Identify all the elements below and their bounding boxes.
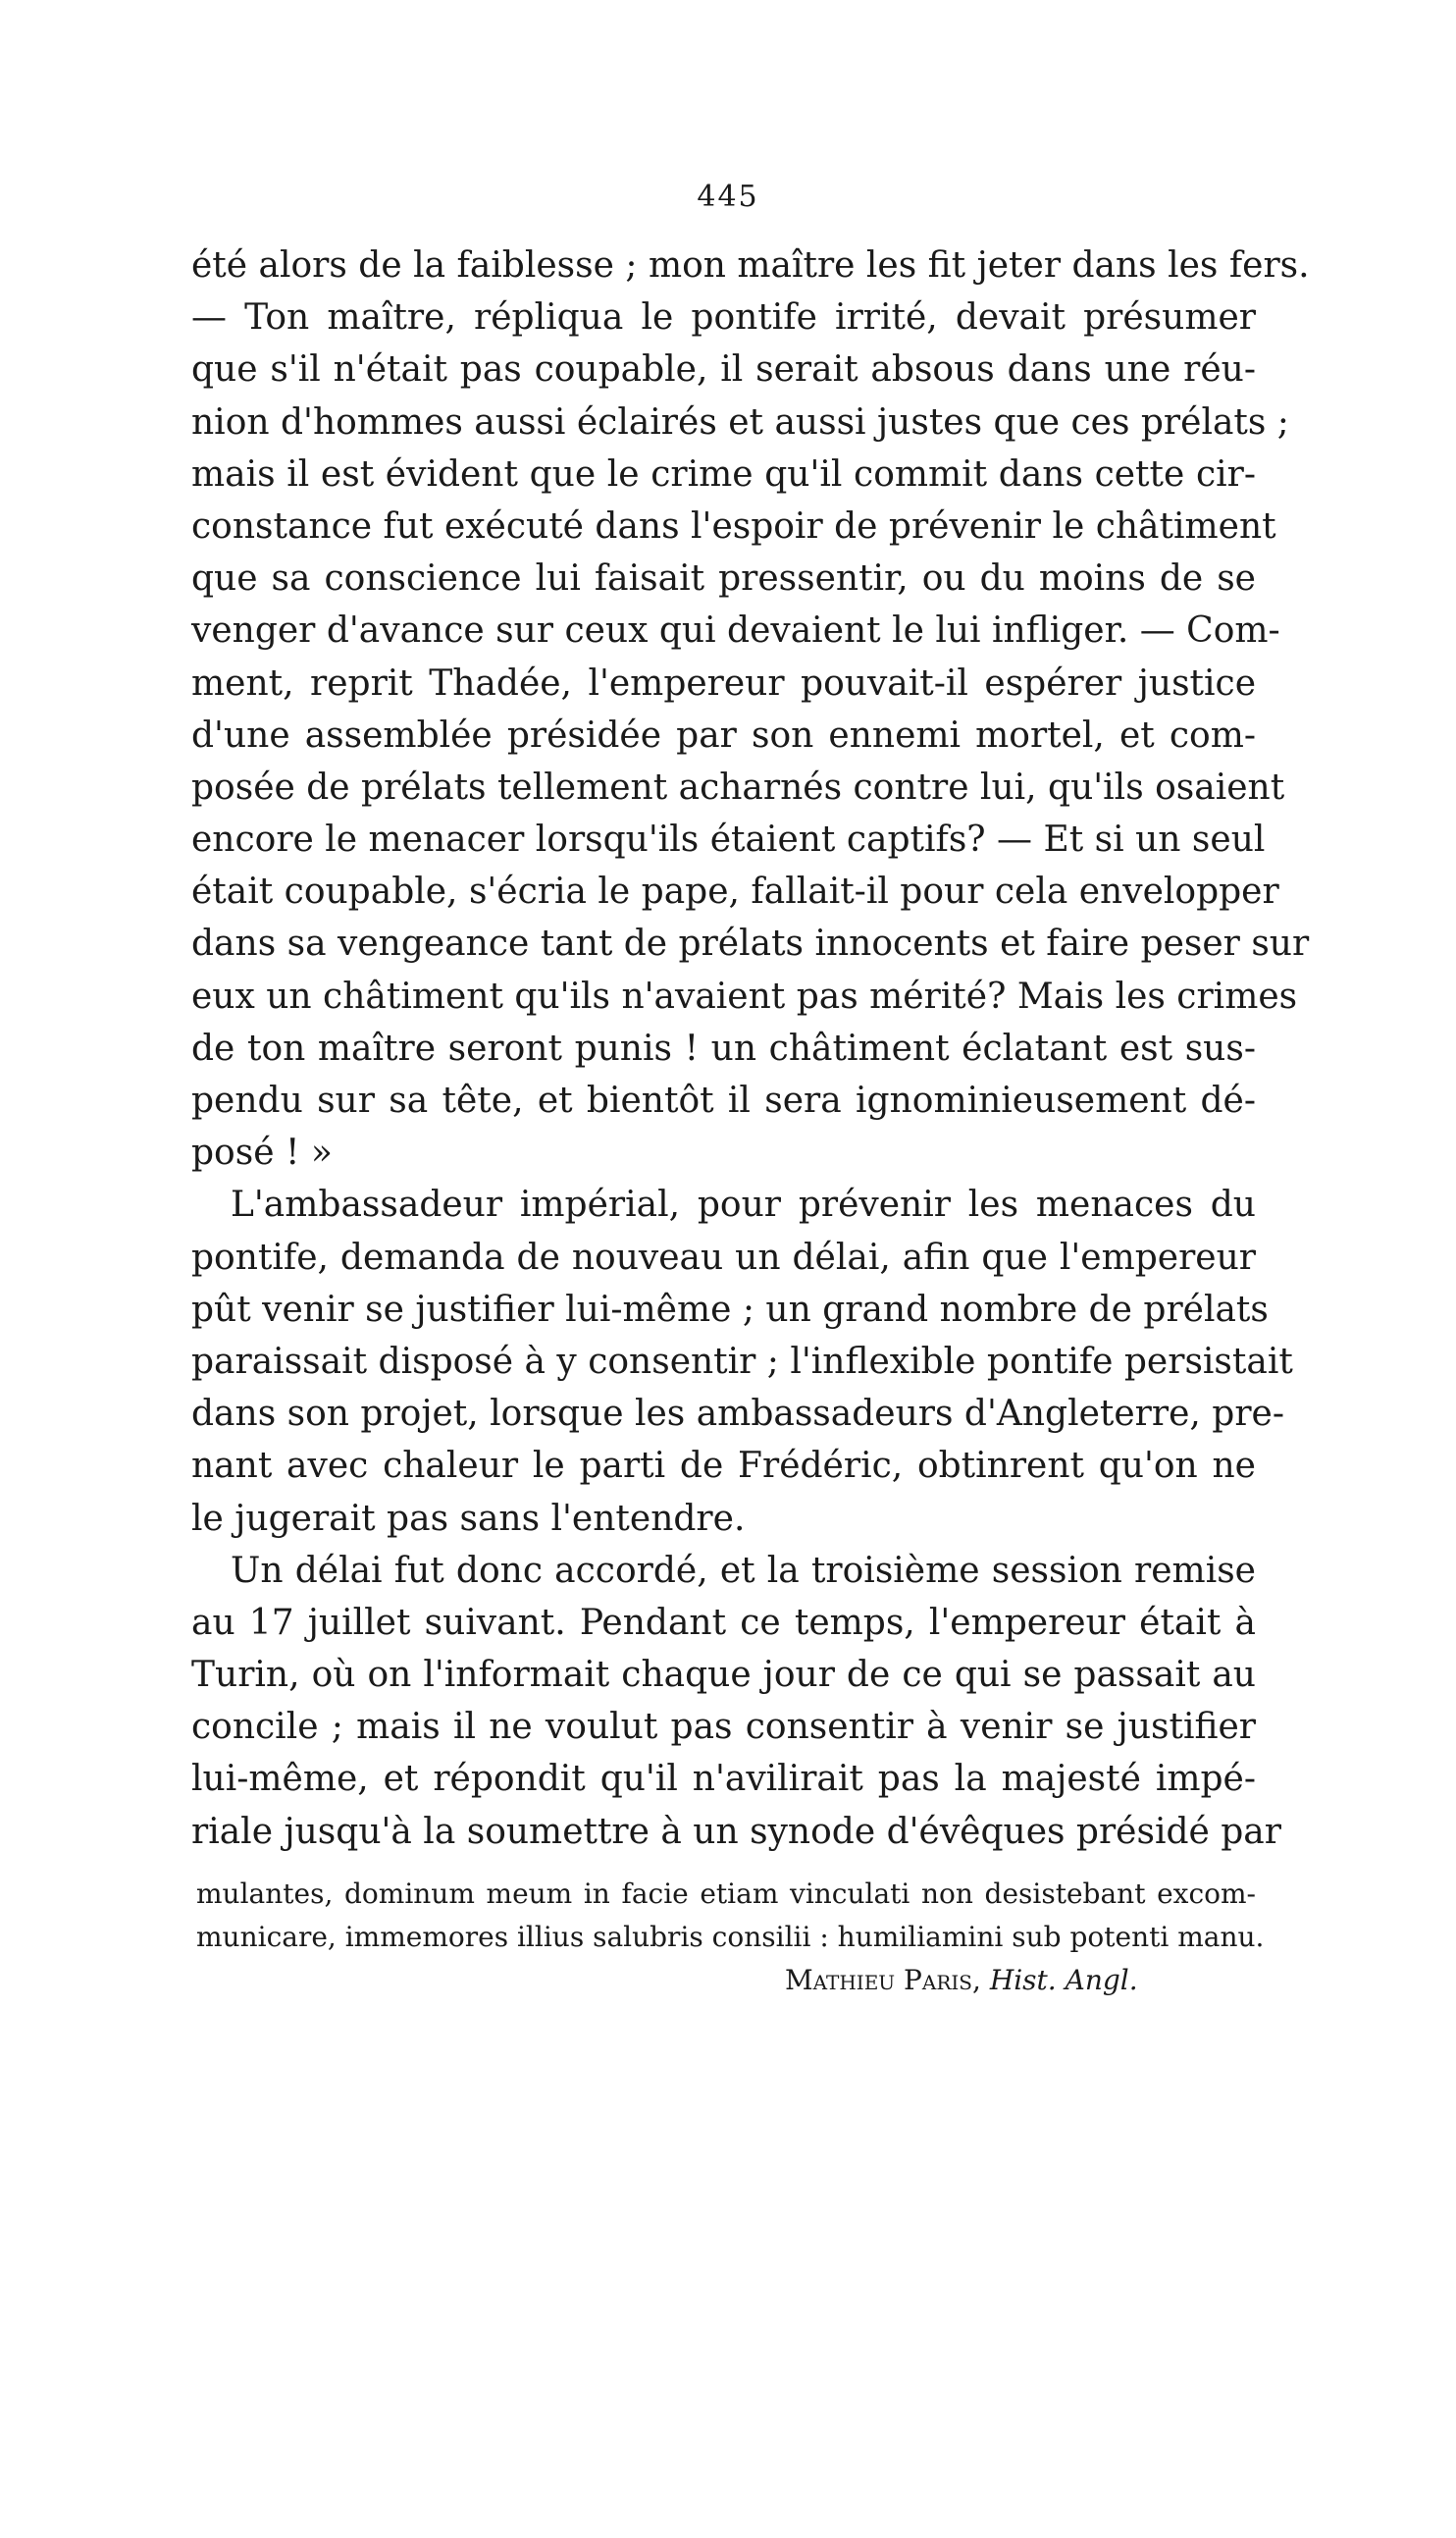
text-line: que s'il n'était pas coupable, il serait absous dans une réu- bbox=[191, 349, 1256, 391]
footnote-source bbox=[196, 1959, 1256, 2002]
main-text bbox=[191, 239, 1310, 1858]
text-line: L'ambassadeur impérial, pour prévenir les menaces du bbox=[231, 1185, 1256, 1226]
text-line: ment, reprit Thadée, l'empereur pouvait-il espérer justice bbox=[191, 662, 1256, 704]
text-line: nant avec chaleur le parti de Frédéric, obtinrent qu'on ne bbox=[191, 1446, 1256, 1487]
text-line: posé ! » bbox=[191, 1133, 333, 1174]
source-author: Mathieu Paris bbox=[785, 1964, 972, 1996]
text-line: eux un châtiment qu'ils n'avaient pas mérité? Mais les crimes bbox=[191, 976, 1298, 1017]
footnote-line: municare, immemores illius salubris consilii : humiliamini sub potenti manu. bbox=[196, 1921, 1265, 1953]
text-line: Turin, où on l'informait chaque jour de ce qui se passait au bbox=[191, 1655, 1256, 1696]
footnote bbox=[196, 1873, 1265, 2002]
text-line: était coupable, s'écria le pape, fallait-il pour cela envelopper bbox=[191, 872, 1279, 913]
text-line: pût venir se justifier lui-même ; un grand nombre de prélats bbox=[191, 1289, 1269, 1330]
text-line: dans son projet, lorsque les ambassadeurs d'Angleterre, pre- bbox=[191, 1394, 1284, 1435]
text-line: été alors de la faiblesse ; mon maître les fit jeter dans les fers. bbox=[191, 245, 1310, 286]
text-line: au 17 juillet suivant. Pendant ce temps, l'empereur était à bbox=[191, 1602, 1256, 1643]
footnote-line: mulantes, dominum meum in facie etiam vinculati non desistebant excom- bbox=[196, 1877, 1256, 1910]
text-line: pontife, demanda de nouveau un délai, afin que l'empereur bbox=[191, 1237, 1256, 1278]
source-separator: , bbox=[972, 1964, 990, 1996]
text-line: posée de prélats tellement acharnés contre lui, qu'ils osaient bbox=[191, 767, 1285, 808]
page-number: 445 bbox=[697, 180, 759, 214]
text-line: concile ; mais il ne voulut pas consentir à venir se justifier bbox=[191, 1707, 1256, 1748]
text-line: d'une assemblée présidée par son ennemi mortel, et com- bbox=[191, 714, 1256, 756]
text-line: nion d'hommes aussi éclairés et aussi justes que ces prélats ; bbox=[191, 401, 1289, 443]
text-line: de ton maître seront punis ! un châtiment éclatant est sus- bbox=[191, 1028, 1256, 1069]
text-line: — Ton maître, répliqua le pontife irrité, devait présumer bbox=[191, 297, 1256, 339]
text-line: riale jusqu'à la soumettre à un synode d'évêques présidé par bbox=[191, 1811, 1281, 1852]
source-work: Hist. Angl. bbox=[989, 1964, 1138, 1996]
text-line: que sa conscience lui faisait pressentir, ou du moins de se bbox=[191, 558, 1256, 600]
text-line: Un délai fut donc accordé, et la troisième session remise bbox=[231, 1550, 1256, 1591]
text-line: paraissait disposé à y consentir ; l'inflexible pontife persistait bbox=[191, 1341, 1293, 1382]
text-line: encore le menacer lorsqu'ils étaient captifs? — Et si un seul bbox=[191, 820, 1266, 861]
text-line: pendu sur sa tête, et bientôt il sera ignominieusement dé- bbox=[191, 1081, 1256, 1121]
text-line: lui-même, et répondit qu'il n'avilirait pas la majesté impé- bbox=[191, 1759, 1256, 1800]
text-line: mais il est évident que le crime qu'il commit dans cette cir- bbox=[191, 453, 1256, 495]
text-line: venger d'avance sur ceux qui devaient le lui infliger. — Com- bbox=[191, 610, 1280, 652]
text-line: constance fut exécuté dans l'espoir de prévenir le châtiment bbox=[191, 505, 1276, 547]
text-line: dans sa vengeance tant de prélats innocents et faire peser sur bbox=[191, 924, 1310, 965]
text-line: le jugerait pas sans l'entendre. bbox=[191, 1498, 746, 1539]
